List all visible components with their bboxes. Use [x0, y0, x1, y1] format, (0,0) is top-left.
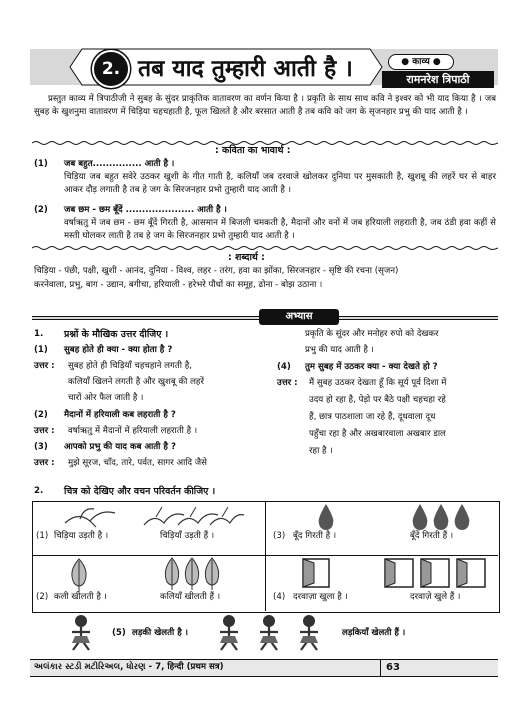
t4-num: (4) — [273, 592, 286, 602]
t2-num: (2) — [36, 592, 49, 602]
q3-num: (3) — [34, 442, 48, 452]
exercise-banner — [32, 311, 498, 323]
q3: आपको प्रभु की याद कब आती है ? — [64, 442, 176, 452]
grid-divider-vertical — [265, 501, 266, 611]
a3-line-3: प्रभु की याद आती है । — [305, 345, 374, 355]
q5-num: 2. — [34, 486, 44, 496]
q1: सुबह होते ही क्या - क्या होता है ? — [64, 345, 173, 355]
a4-line-1: मैं सुबह उठकर देखता हूँ कि सूर्य पूर्व दिशा में — [309, 378, 447, 388]
author-name: रामनरेश त्रिपाठी — [382, 71, 494, 88]
page-number: 63 — [386, 662, 400, 673]
drop-icon — [315, 503, 337, 531]
genre-label: ● काव्य ● — [388, 54, 454, 70]
q4-num: (4) — [277, 362, 291, 372]
t1-singular: चिड़िया उड़ती है । — [54, 531, 109, 541]
q1-num: (1) — [34, 345, 48, 355]
doors-icon — [383, 557, 487, 589]
lesson-title: तब याद तुम्हारी आती है । — [138, 56, 353, 82]
t5-plural: लड़कियाँ खेलती हैं । — [342, 628, 406, 638]
t4-singular: दरवाज़ा खुला है । — [293, 592, 348, 602]
exercise-label: अभ्यास — [259, 309, 339, 325]
meaning-2-text: वर्षाऋतु में जब छम - छम बूँदें गिरती है, आसमान में बिजली चमकती है, मैदानों और वनों में जब हरियाली लहराती है, जब ठंडी हवा कहीं से मस्ती घोलकर लाती है तब हे जग के सिरजनहार प्रभो तुम्हारी याद आती है । — [64, 218, 496, 241]
t2-singular: कली खीलती है । — [54, 592, 107, 602]
meaning-1-line: जब बहुत............... आती है । — [64, 159, 175, 169]
a1-line-2: कलियाँ खिलने लगती है और खुशबू की लहरें — [68, 377, 205, 387]
t5-num: (5) — [112, 628, 126, 638]
answer-label: उत्तर : — [34, 426, 55, 436]
q4: तुम सुबह में उठकर क्या - क्या देखते हो ? — [305, 362, 438, 372]
q2-num: (2) — [34, 410, 48, 420]
a3-line-2: प्रकृति के सुंदर और मनोहर रुपो को देखकर — [305, 329, 439, 339]
t3-singular: बूँद गिरती है । — [293, 531, 337, 541]
t3-plural: बूँदें गिरती हैं । — [410, 531, 454, 541]
meaning-1-text: चिड़िया जब बहुत सवेरे उठकर खुशी के गीत गाती है, कलियाँ जब दरवाजे खोलकर दुनिया पर मुसकाती है, खुशबू की लहरें घर से बाहर आकर दौड़ लगाती है तब हे जग के सिरजनहार प्रभो तुम्हारी याद आती है । — [64, 172, 496, 195]
a4-line-3: हैं, छात्र पाठशाला जा रहे हैं, दूधवाला दूध — [309, 412, 436, 422]
a1-line-3: चारों ओर फैल जाती है । — [68, 393, 144, 403]
t2-plural: कलियाँ खीलती हैं । — [160, 592, 221, 602]
lesson-number: 2. — [92, 50, 130, 88]
drops-icon — [410, 503, 474, 531]
glossary-line-2: करनेवाला, प्रभु, बाग - उद्यान, बगीचा, हरियाली - हरेभरे पौधों का समूह, ढोना - बोझ उठाना । — [34, 280, 323, 290]
a4-line-2: उदय हो रहा है, पेड़ो पर बैठे पक्षी चहचहा रहे — [309, 395, 446, 405]
genre-text: काव्य — [412, 57, 430, 67]
meaning-2-line: जब छम - छम बूँदें ..................... आती है । — [64, 205, 227, 215]
footer-text: અલંકાર સ્ટડી મટીરિઅલ, ધોરણ - 7, हिन्दी (प्रथम सत्र) — [34, 662, 224, 672]
meaning-1-num: (1) — [34, 159, 48, 169]
footer-divider — [380, 659, 381, 677]
a3-line-1: मुझे सूरज, चाँद, तारे, पर्वत, सागर आदि जैसे — [68, 458, 207, 468]
meaning-heading: : कविता का भावार्थ : — [215, 145, 291, 156]
door-icon — [300, 557, 334, 589]
divider — [32, 245, 498, 251]
q-title-num: 1. — [34, 329, 44, 339]
t4-plural: दरवाज़े खुले हैं । — [410, 592, 461, 602]
t1-num: (1) — [36, 531, 49, 541]
answer-label: उत्तर : — [34, 458, 55, 468]
t1-plural: चिड़ियाँ उड़ती हैं । — [160, 531, 215, 541]
intro-paragraph: प्रस्तुत काव्य में त्रिपाठीजी ने सुबह के सुंदर प्राकृतिक वातावरण का वर्णन किया है । प्रकृति के साथ साथ कवि ने इश्वर को भी याद किया है । जब सुबह के खुशनुमा वातावरण में चिड़िया चहचहाती है, फूल खिलते है और बरसात आती है तब कवि को जग के सृजनहार प्रभु की याद आती है । — [34, 94, 496, 117]
q2: मैदानों में हरियाली कब लहराती है ? — [64, 410, 176, 420]
birds-icon — [140, 503, 245, 533]
buds-icon — [160, 556, 224, 592]
meaning-2-num: (2) — [34, 205, 48, 215]
answer-label: उत्तर : — [34, 361, 55, 371]
a2: वर्षाऋतु में मैदानों में हरियाली लहराती है । — [68, 426, 198, 436]
q5: चित्र को देखिए और वचन परिवर्तन कीजिए । — [64, 486, 216, 497]
girls-icon — [210, 612, 328, 652]
a4-line-4: पहुँचा रहा है और अखबारवाला अखबार डाल — [309, 429, 446, 439]
bud-icon — [66, 557, 92, 593]
glossary-line-1: चिड़िया - पंछी, पक्षी, खुशी - आनंद, दुनिया - विश्व, लहर - तरंग, हवा का झोंका, सिरजनहार - सृष्टि की रचना (सृजन) — [34, 266, 399, 276]
answer-label: उत्तर : — [277, 378, 298, 388]
bird-icon — [60, 503, 120, 533]
a1-line-1: सुबह होते ही चिड़ियाँ चहचहाने लगती है, — [68, 361, 192, 371]
glossary-heading: : शब्दार्थ : — [228, 252, 265, 263]
t5-singular: लड़की खेलती है । — [132, 628, 189, 638]
a4-line-5: रहा है । — [309, 446, 333, 456]
q-title: प्रश्नों के मौखिक उत्तर दीजिए । — [64, 329, 169, 340]
girl-icon — [62, 612, 100, 652]
grid-divider-horizontal — [32, 555, 498, 556]
t3-num: (3) — [273, 531, 286, 541]
